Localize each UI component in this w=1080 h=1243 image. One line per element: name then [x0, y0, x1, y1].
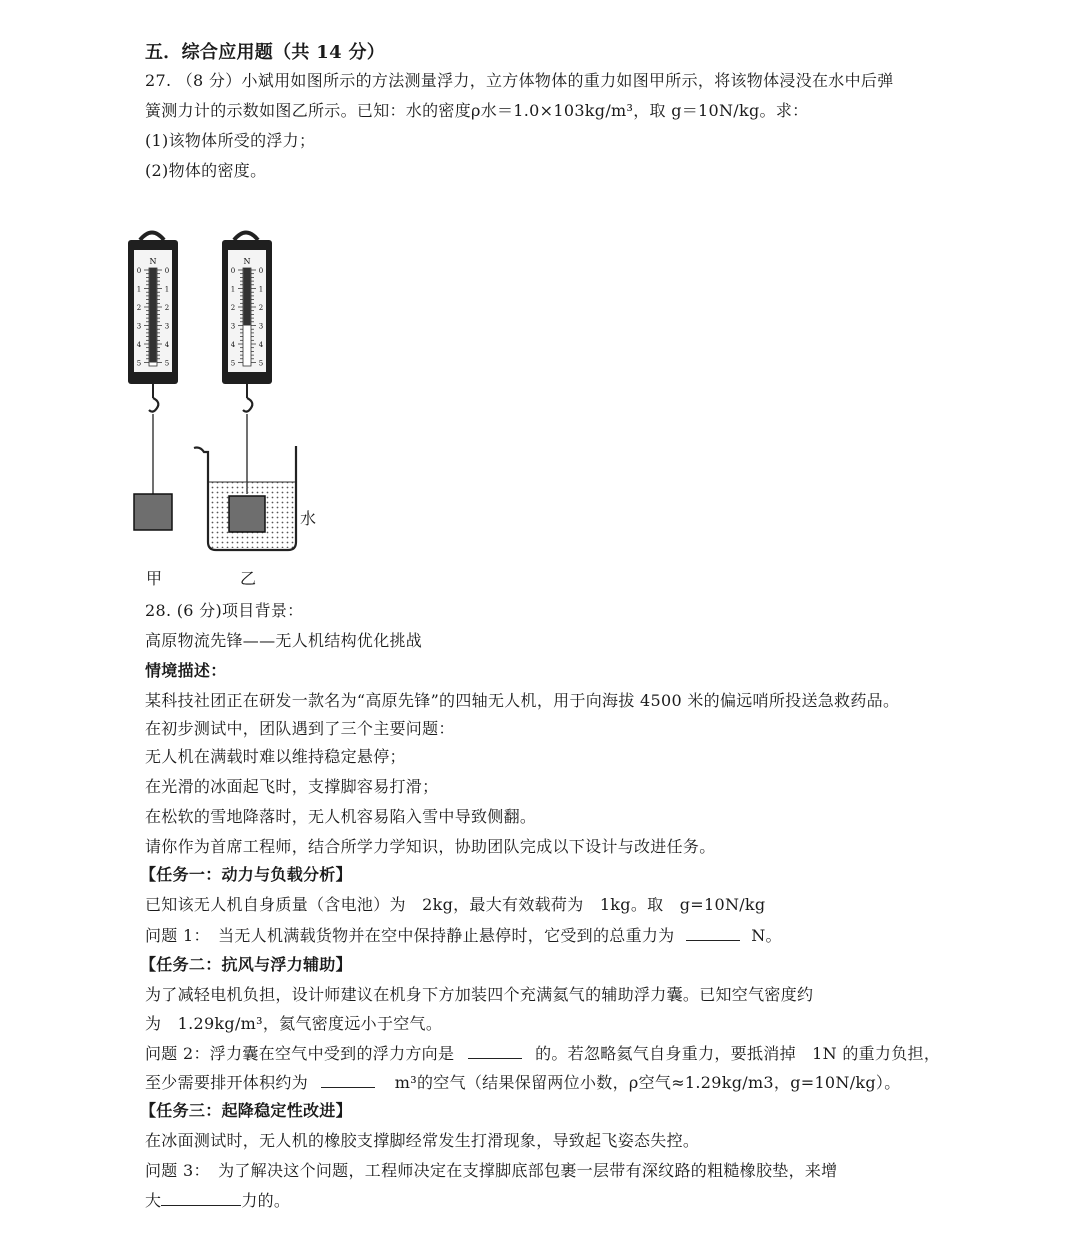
- scale-tick-label: 0: [230, 267, 236, 275]
- scale-tick-label: 1: [164, 285, 170, 294]
- task2-text2: 为 1.29kg/m³，氦气密度远小于空气。: [145, 1014, 443, 1033]
- scale-tick-label: 3: [258, 322, 264, 331]
- q28-project: 高原物流先锋——无人机结构优化挑战: [145, 631, 423, 650]
- question2-text-a: 问题 2：浮力囊在空气中受到的浮力方向是: [145, 1044, 455, 1063]
- q28-head: 28. (6 分)项目背景：: [145, 601, 304, 620]
- scale-tick-label: 3: [164, 322, 170, 331]
- q28-p3: 无人机在满载时难以维持稳定悬停；: [145, 747, 406, 766]
- scale-tick-label: 5: [136, 359, 142, 368]
- q27-sub2: (2)物体的密度。: [145, 161, 267, 180]
- question3-text-c: 力的。: [241, 1191, 291, 1210]
- scale-tick-label: 0: [258, 267, 264, 275]
- q28-p4: 在光滑的冰面起飞时，支撑脚容易打滑；: [145, 777, 439, 796]
- cube-yi: [229, 496, 265, 532]
- task1-text: 已知该无人机自身质量（含电池）为 2kg，最大有效载荷为 1kg。取 g=10N/kg: [145, 895, 766, 914]
- pointer-yi: [244, 268, 251, 326]
- cube-jia: [134, 494, 172, 530]
- answer-blank-1[interactable]: [686, 924, 740, 941]
- question3-line2: [145, 1189, 290, 1212]
- unit-label-jia: N: [149, 257, 157, 266]
- scale-tick-label: 0: [136, 267, 142, 275]
- spring-scale-figure: [120, 220, 480, 590]
- scale-tick-label: 1: [230, 285, 236, 294]
- spring-scale-yi: [194, 233, 296, 551]
- answer-blank-2[interactable]: [468, 1042, 522, 1059]
- scale-tick-label: 4: [164, 341, 170, 349]
- task3-title: 【任务三：起降稳定性改进】: [140, 1101, 352, 1120]
- q27-line2: 簧测力计的示数如图乙所示。已知：水的密度ρ水＝1.0×103kg/m³，取 g＝10N/kg。求：: [145, 101, 809, 120]
- water-label: 水: [300, 509, 317, 528]
- question2-line1: [145, 1042, 940, 1065]
- unit-label-yi: N: [243, 257, 251, 266]
- scale-tick-label: 1: [258, 285, 264, 294]
- question3-text-b: 大: [145, 1191, 162, 1210]
- task2-title: 【任务二：抗风与浮力辅助】: [140, 955, 352, 974]
- scale-tick-label: 3: [136, 322, 142, 331]
- scale-tick-label: 2: [230, 304, 236, 312]
- q28-p1: 某科技社团正在研发一款名为“高原先锋”的四轴无人机，用于向海拔 4500 米的偏远哨所投送急救药品。: [145, 691, 900, 710]
- scale-tick-label: 0: [164, 267, 170, 275]
- figure-label-jia: 甲: [146, 569, 163, 588]
- question2-text-c: 至少需要排开体积约为: [145, 1073, 309, 1092]
- spring-scale-jia: [128, 228, 178, 530]
- q28-p6: 请你作为首席工程师，结合所学力学知识，协助团队完成以下设计与改进任务。: [145, 837, 716, 856]
- question1-text: 问题 1： 当无人机满载货物并在空中保持静止悬停时，它受到的总重力为: [145, 926, 675, 945]
- q28-p2: 在初步测试中，团队遇到了三个主要问题：: [145, 719, 455, 738]
- question2-text-b: 的。若忽略氦气自身重力，要抵消掉 1N 的重力负担，: [535, 1044, 941, 1063]
- q27-sub1: (1)该物体所受的浮力；: [145, 131, 316, 150]
- scale-tick-label: 5: [230, 359, 236, 368]
- scale-tick-label: 5: [164, 359, 170, 368]
- q28-p5: 在松软的雪地降落时，无人机容易陷入雪中导致侧翻。: [145, 807, 537, 826]
- q27-line1: 27. （8 分）小斌用如图所示的方法测量浮力，立方体物体的重力如图甲所示，将该物体浸没在水中后弹: [145, 71, 894, 90]
- scale-tick-label: 2: [164, 304, 170, 312]
- question1-unit: N。: [751, 926, 782, 945]
- question2-text-d: m³的空气（结果保留两位小数，ρ空气≈1.29kg/m3，g=10N/kg）。: [394, 1073, 901, 1092]
- pointer-jia: [150, 268, 157, 363]
- section-title: 五．综合应用题（共 14 分）: [145, 42, 386, 63]
- task1-title: 【任务一：动力与负载分析】: [140, 865, 352, 884]
- scale-tick-label: 4: [258, 341, 264, 349]
- question2-line2: [145, 1071, 901, 1094]
- scale-tick-label: 2: [258, 304, 264, 312]
- answer-blank-3[interactable]: [321, 1071, 375, 1088]
- scale-tick-label: 2: [136, 304, 142, 312]
- answer-blank-4[interactable]: [161, 1189, 241, 1206]
- scale-tick-label: 4: [136, 341, 142, 349]
- question1: [145, 924, 782, 947]
- task3-text: 在冰面测试时，无人机的橡胶支撑脚经常发生打滑现象，导致起飞姿态失控。: [145, 1131, 700, 1150]
- task2-text1: 为了减轻电机负担，设计师建议在机身下方加装四个充满氦气的辅助浮力囊。已知空气密度约: [145, 985, 814, 1004]
- scale-tick-label: 3: [230, 322, 236, 331]
- scale-tick-label: 5: [258, 359, 264, 368]
- scale-tick-label: 4: [230, 341, 236, 349]
- q28-scenario-title: 情境描述：: [145, 661, 227, 680]
- figure-label-yi: 乙: [240, 569, 257, 588]
- scale-tick-label: 1: [136, 285, 142, 294]
- question3-line1: 问题 3： 为了解决这个问题，工程师决定在支撑脚底部包裹一层带有深纹路的粗糙橡胶垫，来增: [145, 1161, 838, 1180]
